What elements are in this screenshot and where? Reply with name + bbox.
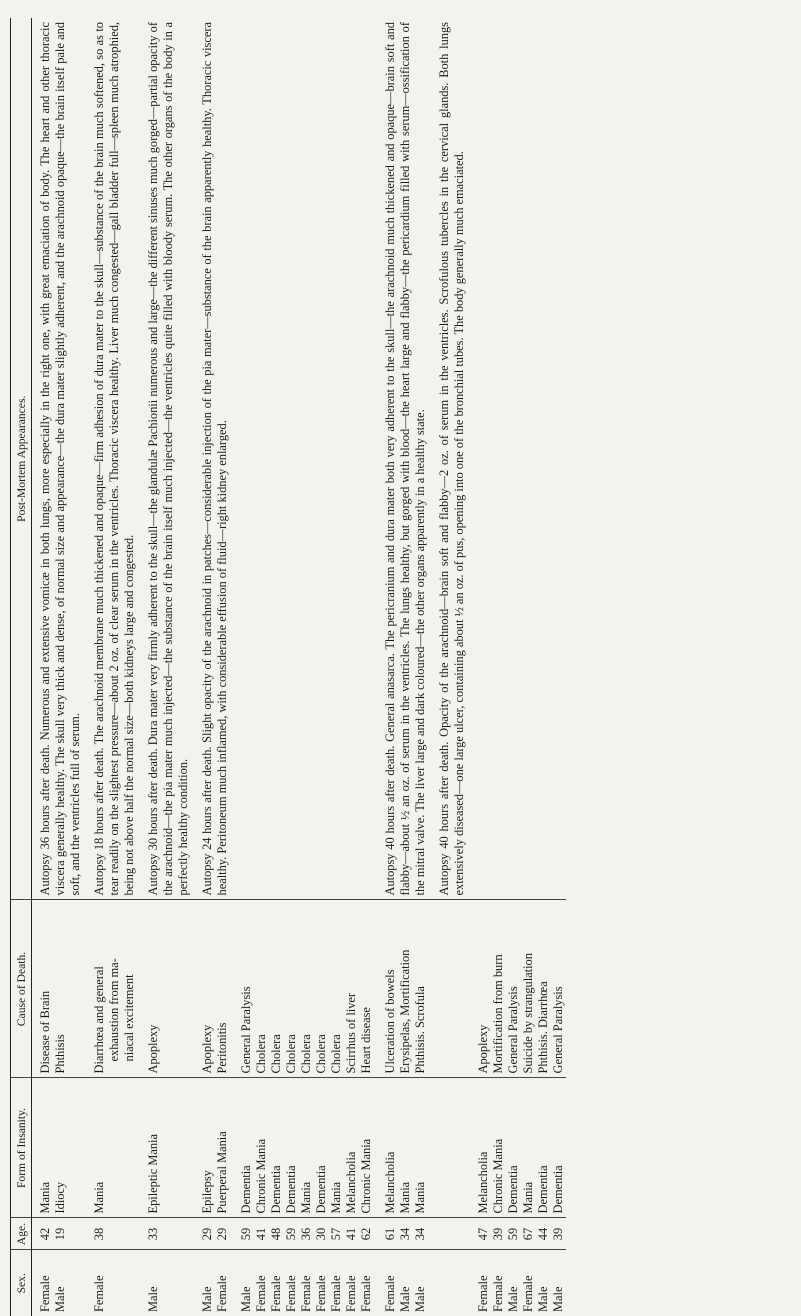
sex-entry: Female <box>215 1275 229 1312</box>
sex-cell <box>428 1250 467 1316</box>
age-entry: 29 <box>200 1227 214 1241</box>
cause-of-death-cell <box>83 900 137 1078</box>
age-entry: 48 <box>269 1227 283 1241</box>
sex-cell <box>137 1250 191 1316</box>
form-entry: Epileptic Mania <box>146 1134 160 1214</box>
post-mortem-register-table <box>10 18 566 1316</box>
sex-entry: Female <box>314 1275 328 1312</box>
age-entry: 44 <box>536 1227 550 1241</box>
cause-of-death-cell <box>32 900 84 1078</box>
sex-entry: Female <box>521 1275 535 1312</box>
sex-entry: Female <box>491 1275 505 1312</box>
post-mortem-notes-cell: Autopsy 24 hours after death. Slight opacity of the arachnoid in patches—considerable injection of the pia mater—substance of the brain apparently healthy. Thoracic viscera healthy. Peritoneum much inflamed, with considerable effusion of fluid—right kidney enlarged. <box>191 18 230 900</box>
age-entry: 42 <box>38 1227 52 1241</box>
form-entry: Mania <box>329 1181 343 1214</box>
sex-entry: Male <box>506 1286 520 1312</box>
cause-entry: Phthisis. Scrofula <box>413 986 427 1074</box>
case-group-row <box>32 18 84 1316</box>
cause-entry: Cholera <box>314 1034 328 1074</box>
sex-entry: Male <box>146 1286 160 1312</box>
header-age: Age. <box>11 1218 32 1250</box>
cause-entry: General Paralysis <box>239 986 253 1074</box>
cause-entry: Cholera <box>254 1034 268 1074</box>
form-entry: Puerperal Mania <box>215 1131 229 1214</box>
form-entry: Dementia <box>314 1165 328 1214</box>
case-group-row <box>428 18 467 1316</box>
age-cell <box>230 1218 374 1250</box>
sex-entry: Male <box>398 1286 412 1312</box>
sex-entry: Male <box>239 1286 253 1312</box>
form-entry: Dementia <box>551 1165 565 1214</box>
cause-entry: Apoplexy <box>476 1024 490 1074</box>
age-entry: 34 <box>413 1227 427 1241</box>
age-entry: 39 <box>491 1227 505 1241</box>
cause-entry: Suicide by strangulation <box>521 953 535 1074</box>
sex-entry: Male <box>53 1286 67 1312</box>
age-cell <box>191 1218 230 1250</box>
age-entry: 29 <box>215 1227 229 1241</box>
cause-of-death-cell <box>428 900 467 1078</box>
cause-entry: Mortification from burn <box>491 954 505 1074</box>
age-entry: 33 <box>146 1227 160 1241</box>
form-entry: Mania <box>398 1181 412 1214</box>
age-entry: 36 <box>299 1227 313 1241</box>
header-row <box>11 18 32 1316</box>
post-mortem-notes-cell <box>230 18 374 900</box>
case-group-row <box>467 18 566 1316</box>
age-entry: 47 <box>476 1227 490 1241</box>
form-entry: Dementia <box>284 1165 298 1214</box>
sex-entry: Female <box>38 1275 52 1312</box>
post-mortem-notes-cell <box>467 18 566 900</box>
cause-entry: Phthisis. Diarrhœa <box>536 981 550 1074</box>
age-entry: 41 <box>254 1227 268 1241</box>
case-group-row <box>191 18 230 1316</box>
cause-of-death-cell <box>467 900 566 1078</box>
cause-entry: niacal excitement <box>122 974 136 1062</box>
form-of-insanity-cell <box>428 1078 467 1218</box>
cause-entry: Peritonitis <box>215 1022 229 1074</box>
sex-entry: Female <box>383 1275 397 1312</box>
header-post-mortem-appearances: Post-Mortem Appearances. <box>11 18 32 900</box>
form-entry: Mania <box>92 1181 106 1214</box>
cause-entry: Cholera <box>329 1034 343 1074</box>
post-mortem-notes-cell: Autopsy 36 hours after death. Numerous and extensive vomicæ in both lungs, more especially in the right one, with great emaciation of body. The heart and other thoracic viscera generally healthy. The skull very thick and dense, of normal size and appearance—the dura mater slightly adherent, and the arachnoid opaque—the brain itself pale and soft, and the ventricles full of serum. <box>32 18 84 900</box>
sex-entry: Female <box>476 1275 490 1312</box>
age-entry: 41 <box>344 1227 358 1241</box>
age-cell <box>374 1218 428 1250</box>
cause-entry: Apoplexy <box>146 1024 160 1074</box>
form-entry: Melancholia <box>344 1151 358 1214</box>
form-of-insanity-cell <box>230 1078 374 1218</box>
form-entry: Dementia <box>506 1165 520 1214</box>
age-entry: 30 <box>314 1227 328 1241</box>
cause-entry: Cholera <box>269 1034 283 1074</box>
cause-of-death-cell <box>374 900 428 1078</box>
cause-entry: Ulceration of bowels <box>383 969 397 1074</box>
sex-entry: Female <box>359 1275 373 1312</box>
age-cell <box>83 1218 137 1250</box>
cause-entry: Phthisis <box>53 1034 67 1074</box>
sex-cell <box>83 1250 137 1316</box>
form-entry: Mania <box>299 1181 313 1214</box>
age-cell <box>137 1218 191 1250</box>
cause-entry: General Paralysis <box>506 986 520 1074</box>
cause-entry: Cholera <box>299 1034 313 1074</box>
age-entry: 59 <box>506 1227 520 1241</box>
form-entry: Mania <box>521 1181 535 1214</box>
cause-of-death-cell <box>137 900 191 1078</box>
sex-cell <box>32 1250 84 1316</box>
age-entry: 67 <box>521 1227 535 1241</box>
header-form-of-insanity: Form of Insanity. <box>11 1078 32 1218</box>
post-mortem-notes-cell: Autopsy 40 hours after death. Opacity of the arachnoid—brain soft and flabby—2 oz. of serum in the ventricles. Scrofulous tubercles in the cervical glands. Both lungs extensively diseased—one large ulcer, containing about ½ an oz. of pus, opening into one of the bronchial tubes. The body generally much emaciated. <box>428 18 467 900</box>
form-entry: Mania <box>413 1181 427 1214</box>
post-mortem-notes-cell: Autopsy 40 hours after death. General anasarca. The pericranium and dura mater both very adherent to the skull—the arachnoid much thickened and opaque—brain soft and flabby—about ½ an oz. of serum in the ventricles. The lungs healthy, but gorged with blood—the heart large and flabby—the pericardium filled with serum—ossification of the mitral valve. The liver large and dark coloured—the other organs apparently in a healthy state. <box>374 18 428 900</box>
age-entry: 19 <box>53 1227 67 1241</box>
cause-entry: Erysipelas, Mortification <box>398 949 412 1074</box>
cause-entry: Diarrhœa and general <box>92 966 106 1074</box>
post-mortem-notes-cell: Autopsy 30 hours after death. Dura mater very firmly adherent to the skull—the glandulæ Pachionii numerous and large—the different sinuses much gorged—partial opacity of the arachnoid—the pia mater much injected—the substance of the brain itself much injected—the ventricles quite filled with bloody serum. The other organs of the body in a perfectly healthy condition. <box>137 18 191 900</box>
form-of-insanity-cell <box>467 1078 566 1218</box>
age-entry: 61 <box>383 1227 397 1241</box>
sex-entry: Female <box>329 1275 343 1312</box>
sex-entry: Female <box>269 1275 283 1312</box>
form-entry: Chronic Mania <box>491 1138 505 1214</box>
age-cell <box>428 1218 467 1250</box>
cause-entry: Heart disease <box>359 1007 373 1074</box>
form-entry: Melancholia <box>476 1151 490 1214</box>
sex-entry: Female <box>299 1275 313 1312</box>
cause-entry: General Paralysis <box>551 986 565 1074</box>
sex-entry: Male <box>413 1286 427 1312</box>
age-entry: 38 <box>92 1227 106 1241</box>
age-entry: 39 <box>551 1227 565 1241</box>
age-entry: 59 <box>284 1227 298 1241</box>
age-cell <box>467 1218 566 1250</box>
header-cause-of-death: Cause of Death. <box>11 900 32 1078</box>
sex-entry: Female <box>92 1275 106 1312</box>
form-entry: Dementia <box>239 1165 253 1214</box>
cause-entry: Apoplexy <box>200 1024 214 1074</box>
sex-entry: Male <box>200 1286 214 1312</box>
form-entry: Chronic Mania <box>254 1138 268 1214</box>
sex-entry: Male <box>536 1286 550 1312</box>
cause-entry: Scirrhus of liver <box>344 992 358 1074</box>
form-entry: Mania <box>38 1181 52 1214</box>
sex-cell <box>374 1250 428 1316</box>
register-body <box>32 18 567 1316</box>
cause-entry: Disease of Brain <box>38 990 52 1074</box>
sex-entry: Female <box>284 1275 298 1312</box>
sex-cell <box>467 1250 566 1316</box>
form-entry: Epilepsy <box>200 1170 214 1214</box>
form-of-insanity-cell <box>32 1078 84 1218</box>
form-entry: Melancholia <box>383 1151 397 1214</box>
case-group-row <box>137 18 191 1316</box>
case-group-row <box>83 18 137 1316</box>
form-of-insanity-cell <box>374 1078 428 1218</box>
case-group-row <box>374 18 428 1316</box>
form-entry: Idiocy <box>53 1181 67 1214</box>
form-of-insanity-cell <box>137 1078 191 1218</box>
form-entry: Dementia <box>536 1165 550 1214</box>
post-mortem-notes-cell: Autopsy 18 hours after death. The arachnoid membrane much thickened and opaque—firm adhesion of dura mater to the skull—substance of the brain much softened, so as to tear readily on the slightest pressure—about 2 oz. of clear serum in the ventricles. Thoracic viscera healthy. Liver much congested—gall bladder full—spleen much atrophied, being not above half the normal size—both kidneys large and congested. <box>83 18 137 900</box>
form-of-insanity-cell <box>191 1078 230 1218</box>
form-entry: Dementia <box>269 1165 283 1214</box>
age-entry: 62 <box>359 1227 373 1241</box>
sex-entry: Female <box>344 1275 358 1312</box>
sex-entry: Female <box>254 1275 268 1312</box>
age-entry: 34 <box>398 1227 412 1241</box>
header-sex: Sex. <box>11 1250 32 1316</box>
sex-entry: Male <box>551 1286 565 1312</box>
form-entry: Chronic Mania <box>359 1138 373 1214</box>
case-group-row <box>230 18 374 1316</box>
cause-entry: exhaustion from ma- <box>107 958 121 1062</box>
age-entry: 59 <box>239 1227 253 1241</box>
sex-cell <box>230 1250 374 1316</box>
age-cell <box>32 1218 84 1250</box>
form-of-insanity-cell <box>83 1078 137 1218</box>
cause-of-death-cell <box>191 900 230 1078</box>
cause-entry: Cholera <box>284 1034 298 1074</box>
cause-of-death-cell <box>230 900 374 1078</box>
sex-cell <box>191 1250 230 1316</box>
age-entry: 57 <box>329 1227 343 1241</box>
